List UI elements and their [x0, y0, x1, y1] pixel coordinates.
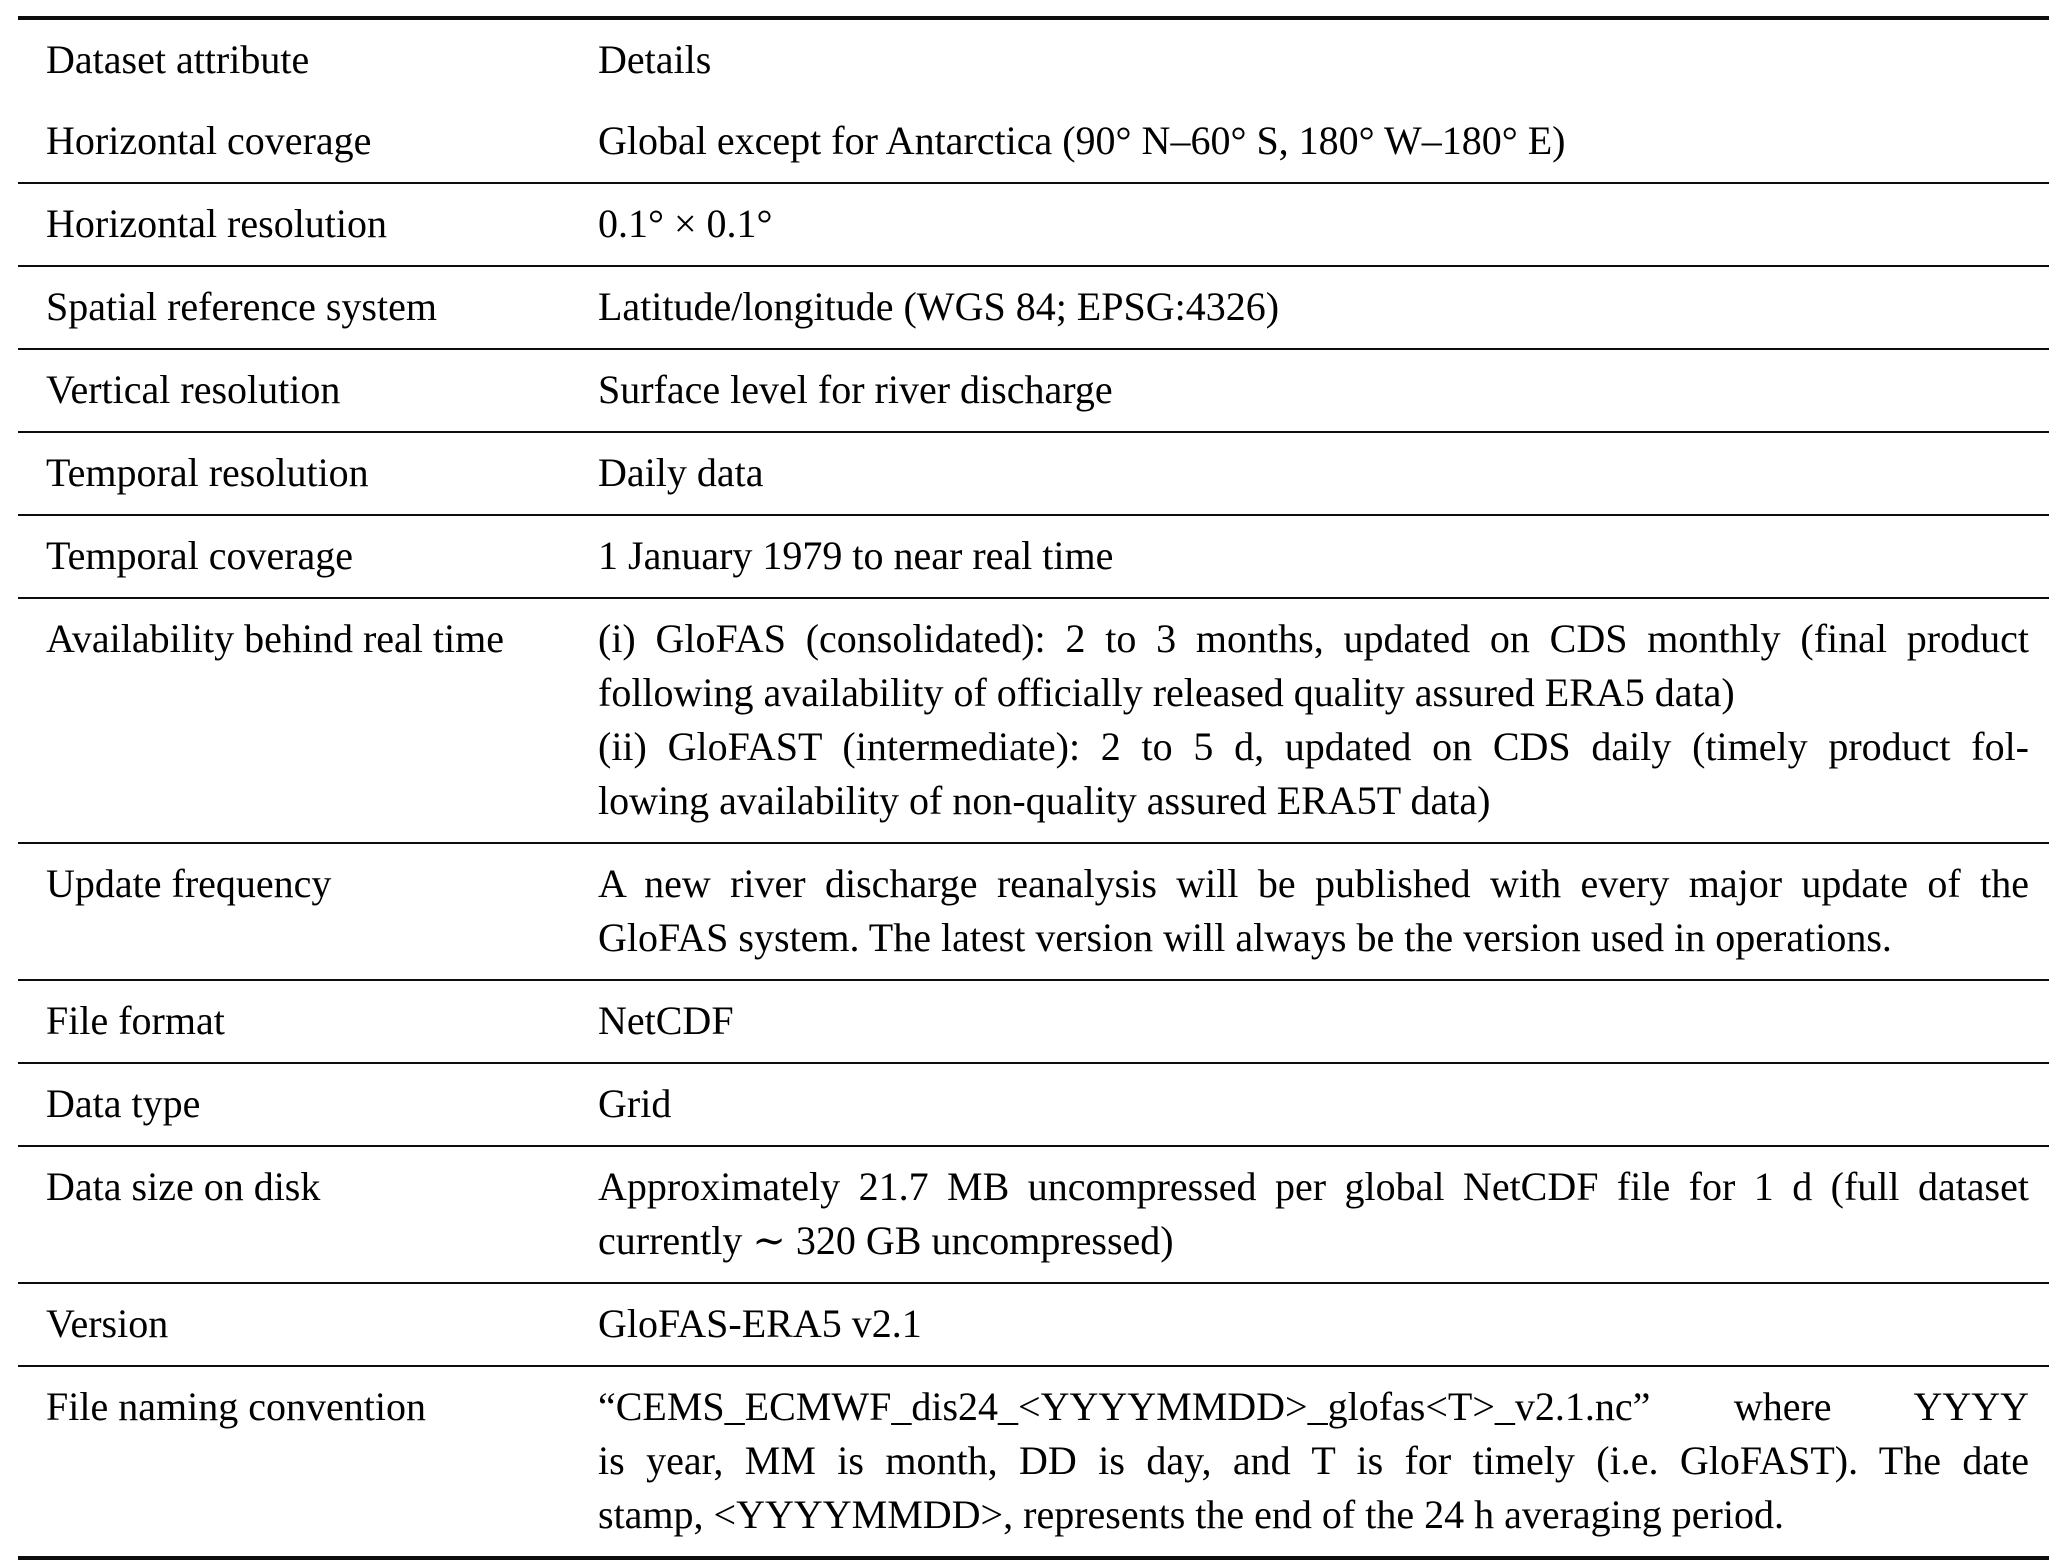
- details-line: following availability of officially released quality assured ERA5 data): [598, 670, 1735, 715]
- attribute-cell: File naming convention: [46, 1384, 426, 1429]
- header-attribute-column: Dataset attribute: [46, 37, 310, 82]
- details-line: (ii) GloFAST (intermediate): 2 to 5 d, updated on CDS daily (timely product fol-: [598, 724, 2029, 769]
- attribute-cell: Spatial reference system: [46, 284, 437, 329]
- details-line: A new river discharge reanalysis will be published with every major update of the: [598, 861, 2029, 906]
- details-cell: [598, 529, 2029, 583]
- dataset-attributes-table: [18, 16, 2049, 1560]
- details-line: NetCDF: [598, 998, 734, 1043]
- details-cell: [598, 197, 2029, 251]
- table-row: [18, 182, 2049, 265]
- details-line: Daily data: [598, 450, 764, 495]
- details-line: currently ∼ 320 GB uncompressed): [598, 1218, 1174, 1263]
- details-line: Approximately 21.7 MB uncompressed per global NetCDF file for 1 d (full dataset: [598, 1164, 2029, 1209]
- attribute-cell: Data type: [46, 1081, 201, 1126]
- details-line: 1 January 1979 to near real time: [598, 533, 1114, 578]
- details-line: GloFAS-ERA5 v2.1: [598, 1301, 922, 1346]
- details-cell: [598, 363, 2029, 417]
- details-cell: [598, 1160, 2029, 1268]
- table-row: [18, 265, 2049, 348]
- table-row: [18, 514, 2049, 597]
- details-cell: [598, 994, 2029, 1048]
- attribute-cell: Data size on disk: [46, 1164, 321, 1209]
- table-row: [18, 842, 2049, 979]
- table-row: [18, 979, 2049, 1062]
- details-line: (i) GloFAS (consolidated): 2 to 3 months, updated on CDS monthly (final product: [598, 616, 2029, 661]
- attribute-cell: Availability behind real time: [46, 616, 505, 661]
- attribute-cell: Version: [46, 1301, 169, 1346]
- attribute-cell: Temporal resolution: [46, 450, 369, 495]
- attribute-cell: Update frequency: [46, 861, 332, 906]
- details-cell: [598, 1077, 2029, 1131]
- attribute-cell: Vertical resolution: [46, 367, 341, 412]
- details-cell: [598, 1380, 2029, 1542]
- table-row: [18, 1365, 2049, 1556]
- attribute-cell: Horizontal resolution: [46, 201, 388, 246]
- details-line: is year, MM is month, DD is day, and T is for timely (i.e. GloFAST). The date: [598, 1438, 2029, 1483]
- table-row: [18, 431, 2049, 514]
- details-line: lowing availability of non-quality assured ERA5T data): [598, 778, 1491, 823]
- attribute-cell: File format: [46, 998, 225, 1043]
- header-details-column: Details: [598, 37, 712, 82]
- details-line: Surface level for river discharge: [598, 367, 1113, 412]
- details-cell: [598, 280, 2029, 334]
- details-cell: [598, 114, 2029, 168]
- table-row: [18, 101, 2049, 182]
- dataset-table-body: [18, 101, 2049, 1556]
- details-line: Latitude/longitude (WGS 84; EPSG:4326): [598, 284, 1280, 329]
- details-cell: [598, 612, 2029, 828]
- details-cell: [598, 446, 2029, 500]
- details-cell: [598, 857, 2029, 965]
- table-header-row: [18, 20, 2049, 101]
- details-line: 0.1° × 0.1°: [598, 201, 773, 246]
- table-row: [18, 1062, 2049, 1145]
- details-cell: [598, 1297, 2029, 1351]
- details-line: Grid: [598, 1081, 672, 1126]
- table-row: [18, 1145, 2049, 1282]
- table-row: [18, 348, 2049, 431]
- details-line: GloFAS system. The latest version will always be the version used in operations.: [598, 915, 1892, 960]
- attribute-cell: Horizontal coverage: [46, 118, 372, 163]
- table-row: [18, 597, 2049, 842]
- details-line: stamp, <YYYYMMDD>, represents the end of the 24 h averaging period.: [598, 1492, 1784, 1537]
- details-line: “CEMS_ECMWF_dis24_<YYYYMMDD>_glofas<T>_v2.1.nc” where YYYY: [598, 1384, 2029, 1429]
- details-line: Global except for Antarctica (90° N–60° S, 180° W–180° E): [598, 118, 1566, 163]
- table-row: [18, 1282, 2049, 1365]
- attribute-cell: Temporal coverage: [46, 533, 354, 578]
